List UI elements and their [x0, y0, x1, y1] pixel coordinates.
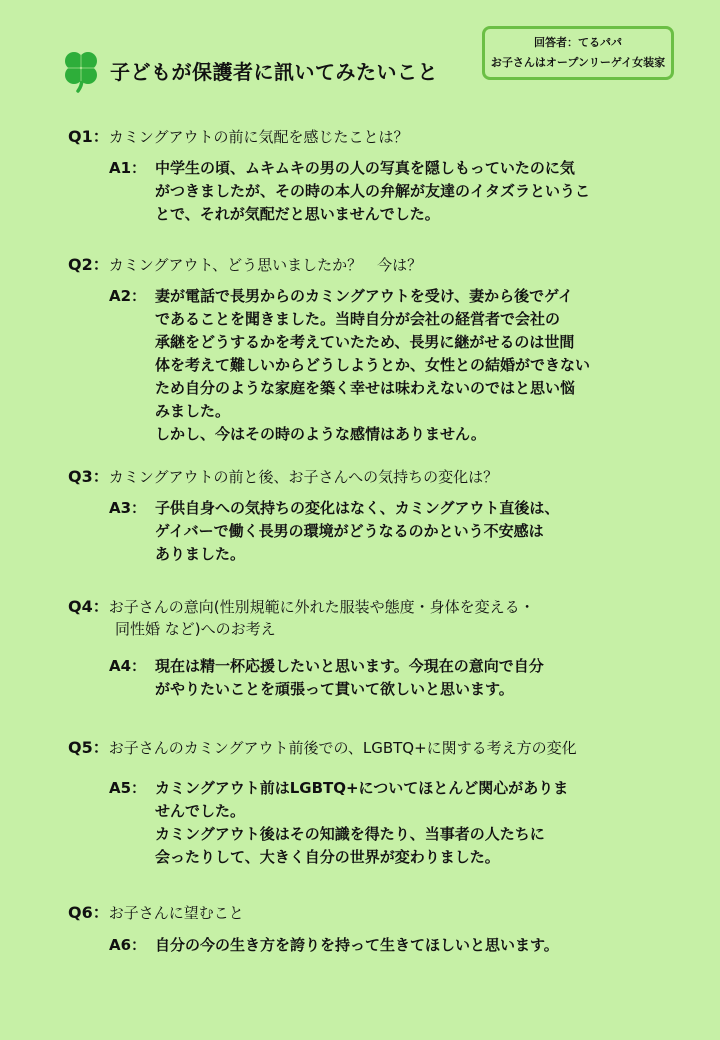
answer-text: カミングアウト前はLGBTQ+についてほとんど関心がありま せんでした。 カミングアウト後はその知識を得たり、当事者の人たちに 会ったりして、大きく自分の世界が変わりました。	[155, 779, 569, 866]
question-1	[68, 126, 408, 148]
answer-2	[109, 285, 635, 446]
question-3	[68, 466, 498, 488]
answer-3	[109, 497, 635, 566]
question-text: カミングアウト、どう思いましたか？ 今は？	[108, 256, 423, 274]
question-text: カミングアウトの前に気配を感じたことは？	[108, 128, 409, 146]
answer-label: A5：	[109, 779, 147, 797]
answer-text: 子供自身への気持ちの変化はなく、カミングアウト直後は、 ゲイバーで働く長男の環境がどうなるのかという不安感は ありました。	[155, 499, 560, 563]
question-text: カミングアウトの前と後、お子さんへの気持ちの変化は？	[108, 468, 499, 486]
answer-label: A4：	[109, 657, 147, 675]
question-5	[68, 737, 577, 759]
question-label: Q3：	[68, 467, 109, 486]
answer-label: A3：	[109, 499, 147, 517]
question-4	[68, 596, 535, 640]
question-text: お子さんのカミングアウト前後での、LGBTQ+に関する考え方の変化	[108, 739, 577, 757]
question-label: Q1：	[68, 127, 109, 146]
clover-icon	[58, 47, 104, 93]
answer-text: 中学生の頃、ムキムキの男の人の写真を隠しもっていたのに気 がつきましたが、その時の本人の弁解が友達のイタズラというこ とで、それが気配だと思いませんでした。	[155, 159, 591, 223]
question-2	[68, 254, 422, 276]
answer-text: 妻が電話で長男からのカミングアウトを受け、妻から後でゲイ であることを聞きました。当時自分が会社の経営者で会社の 承継をどうするかを考えていたため、長男に継がせるのは世間 体を考えて難しいからどうしようとか、女性との結婚ができない ため自分のような家庭を築く幸せは味わえないのではと思い悩 みました。 しかし、今はその時のような感情はありません。	[155, 287, 591, 443]
question-text-continued: 同性婚 など)へのお考え	[115, 620, 276, 638]
question-label: Q6：	[68, 903, 109, 922]
answer-text: 現在は精一杯応援したいと思います。今現在の意向で自分 がやりたいことを頑張って貫いて欲しいと思います。	[155, 657, 544, 698]
answer-4	[109, 655, 635, 701]
answer-label: A2：	[109, 287, 147, 305]
question-label: Q2：	[68, 255, 109, 274]
answer-text: 自分の今の生き方を誇りを持って生きてほしいと思います。	[155, 936, 559, 954]
page-title: 子どもが保護者に訊いてみたいこと	[110, 60, 438, 84]
answer-label: A1：	[109, 159, 147, 177]
question-label: Q4：	[68, 597, 109, 616]
answer-5	[109, 777, 635, 869]
answer-label: A6：	[109, 936, 147, 954]
respondent-box	[482, 26, 674, 80]
question-label: Q5：	[68, 738, 109, 757]
question-text: お子さんの意向(性別規範に外れた服装や態度・身体を変える・	[108, 598, 535, 616]
question-6	[68, 902, 244, 924]
answer-6	[109, 934, 635, 957]
respondent-description: お子さんはオープンリーゲイ女装家	[490, 56, 666, 69]
respondent-name: 回答者：てるパパ	[534, 36, 622, 49]
question-text: お子さんに望むこと	[108, 904, 244, 922]
answer-1	[109, 157, 635, 226]
